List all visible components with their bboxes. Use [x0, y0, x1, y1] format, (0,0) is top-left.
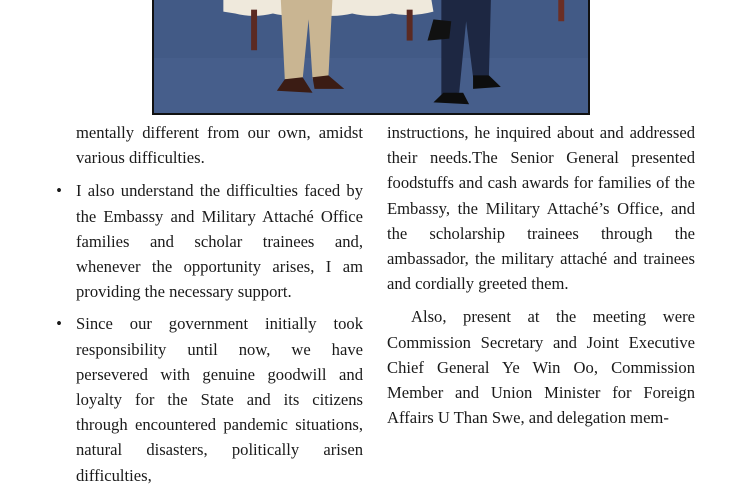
right-paragraph-2: Also, present at the meeting were Commission Secretary and Joint Executive Chief General Ye Win Oo, Commission Member and Union Minister for Foreign Affairs U Than Swe, and delegation mem- — [387, 307, 695, 428]
news-photo — [152, 0, 590, 115]
left-continuation-text: mentally different from our own, amidst various difficulties. — [76, 123, 363, 168]
right-paragraph-1: instructions, he inquired about and addressed their needs.The Senior General presented foodstuffs and cash awards for families of the Embassy, the Military Attaché’s Office, and the scholarship trainees through the ambassador, the military attaché and trainees and cordially greeted them. — [387, 123, 695, 294]
bullet-icon: • — [56, 181, 62, 201]
bullet-item — [56, 311, 363, 487]
bullet-item — [56, 178, 363, 304]
bullet-text: I also understand the difficulties faced by the Embassy and Military Attaché Office families and scholar trainees and, whenever the opportunity arises, I am providing the necessary support. — [76, 181, 363, 302]
right-column — [387, 120, 695, 430]
bullet-text: Since our government initially took responsibility until now, we have persevered with genuine goodwill and loyalty for the State and its citizens through encountered pandemic situations, natural disasters, politically arisen difficulties, — [76, 314, 363, 485]
bullet-icon: • — [56, 314, 62, 334]
left-column — [56, 120, 363, 495]
photo-two-officials-handshake — [154, 0, 588, 113]
